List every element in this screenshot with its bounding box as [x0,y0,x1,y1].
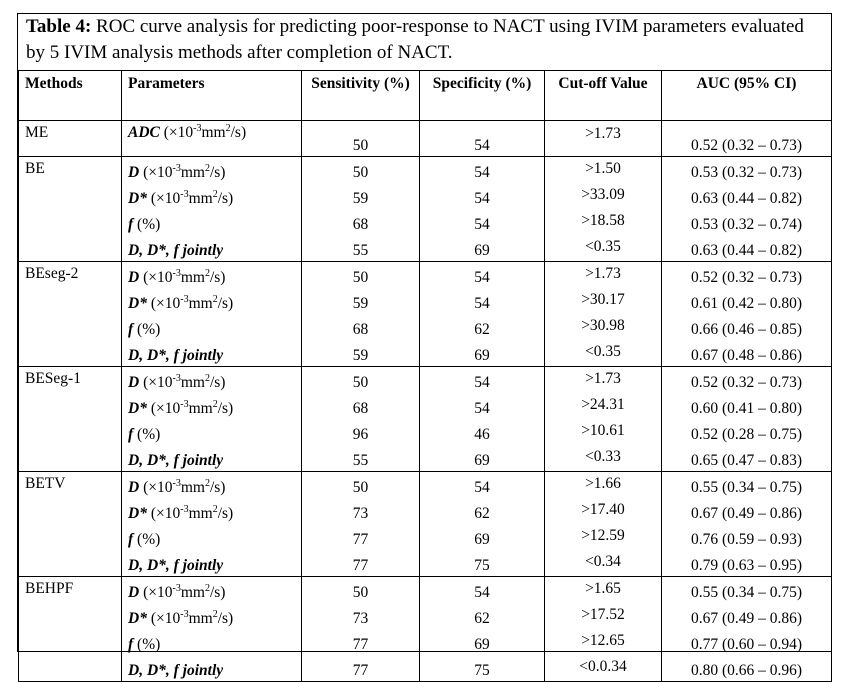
auc-cell: 0.65 (0.47 – 0.83) [662,445,832,472]
sensitivity-cell: 55 [302,235,420,262]
header-row [19,71,832,121]
header-sensitivity: Sensitivity (%) [302,71,420,121]
parameter-cell [122,472,302,499]
specificity-cell: 54 [420,577,545,604]
cutoff-cell: <0.35 [545,340,662,367]
auc-cell: 0.60 (0.41 – 0.80) [662,393,832,419]
specificity-cell: 69 [420,524,545,550]
parameter-name: f [128,531,134,548]
parameter-unit: $(\times 10^{-3}mm^2/s)$ [150,188,234,207]
parameter-name: f [128,216,134,233]
cutoff-cell: >1.73 [545,262,662,289]
parameter-name: D [128,584,140,601]
parameter-unit: (%) [137,531,161,548]
parameter-cell [122,157,302,184]
table-row [19,393,832,419]
cutoff-cell: >1.66 [545,472,662,499]
sensitivity-cell: 50 [302,367,420,394]
specificity-cell: 54 [420,393,545,419]
parameter-name: f [128,636,134,653]
sensitivity-cell: 50 [302,121,420,157]
parameter-cell [122,629,302,655]
cutoff-cell: >17.40 [545,498,662,524]
table-row [19,157,832,184]
table-frame [17,13,832,679]
parameter-name: D [128,164,140,181]
specificity-cell: 75 [420,655,545,682]
parameter-unit: (%) [137,216,161,233]
header-parameters: Parameters [122,71,302,121]
auc-cell: 0.52 (0.32 – 0.73) [662,367,832,394]
parameter-name: D* [128,505,147,522]
table-row [19,121,832,157]
header-auc: AUC (95% CI) [662,71,832,121]
specificity-cell: 75 [420,550,545,577]
auc-cell: 0.80 (0.66 – 0.96) [662,655,832,682]
table-row [19,550,832,577]
auc-cell: 0.52 (0.28 – 0.75) [662,419,832,445]
parameter-unit: $(\times 10^{-3}mm^2/s)$ [150,608,234,627]
auc-cell: 0.77 (0.60 – 0.94) [662,629,832,655]
table-row [19,603,832,629]
cutoff-cell: <0.33 [545,445,662,472]
cutoff-cell: >12.59 [545,524,662,550]
auc-cell: 0.55 (0.34 – 0.75) [662,472,832,499]
parameter-name: D* [128,190,147,207]
parameter-cell [122,445,302,472]
auc-cell: 0.52 (0.32 – 0.73) [662,262,832,289]
cutoff-cell: >33.09 [545,183,662,209]
auc-cell: 0.53 (0.32 – 0.73) [662,157,832,184]
header-specificity: Specificity (%) [420,71,545,121]
table-row [19,419,832,445]
specificity-cell: 54 [420,262,545,289]
sensitivity-cell: 55 [302,445,420,472]
auc-cell: 0.53 (0.32 – 0.74) [662,209,832,235]
cutoff-cell: <0.0.34 [545,655,662,682]
auc-cell: 0.55 (0.34 – 0.75) [662,577,832,604]
sensitivity-cell: 50 [302,157,420,184]
table-row [19,209,832,235]
auc-cell: 0.67 (0.48 – 0.86) [662,340,832,367]
cutoff-cell: >30.17 [545,288,662,314]
parameter-name: f [128,321,134,338]
parameter-cell [122,367,302,394]
sensitivity-cell: 73 [302,498,420,524]
parameter-name: ADC [128,124,160,141]
method-cell: BEseg-2 [19,262,122,367]
specificity-cell: 54 [420,157,545,184]
table-row [19,445,832,472]
table-row [19,577,832,604]
parameter-name: D, D*, f jointly [128,452,224,469]
sensitivity-cell: 77 [302,550,420,577]
sensitivity-cell: 50 [302,577,420,604]
specificity-cell: 54 [420,121,545,157]
parameter-unit: (%) [137,426,161,443]
parameter-cell [122,288,302,314]
parameter-cell [122,577,302,604]
specificity-cell: 69 [420,340,545,367]
parameter-cell [122,235,302,262]
parameter-unit: $(\times 10^{-3}mm^2/s)$ [143,267,226,286]
sensitivity-cell: 77 [302,629,420,655]
sensitivity-cell: 59 [302,183,420,209]
parameter-cell [122,550,302,577]
method-cell: ME [19,121,122,157]
cutoff-cell: >12.65 [545,629,662,655]
parameter-cell [122,340,302,367]
sensitivity-cell: 77 [302,655,420,682]
roc-table [18,70,832,682]
specificity-cell: 54 [420,183,545,209]
specificity-cell: 69 [420,235,545,262]
specificity-cell: 69 [420,629,545,655]
sensitivity-cell: 50 [302,472,420,499]
parameter-cell [122,524,302,550]
caption-label: Table 4: [26,16,92,37]
parameter-unit: $(\times 10^{-3}mm^2/s)$ [150,398,234,417]
header-methods: Methods [19,71,122,121]
parameter-cell [122,183,302,209]
auc-cell: 0.52 (0.32 – 0.73) [662,121,832,157]
specificity-cell: 62 [420,498,545,524]
method-cell: BETV [19,472,122,577]
parameter-cell [122,121,302,157]
parameter-name: D, D*, f jointly [128,242,224,259]
table-row [19,235,832,262]
specificity-cell: 62 [420,603,545,629]
sensitivity-cell: 96 [302,419,420,445]
sensitivity-cell: 68 [302,314,420,340]
table-row [19,340,832,367]
cutoff-cell: >1.50 [545,157,662,184]
table-row [19,367,832,394]
sensitivity-cell: 50 [302,262,420,289]
cutoff-cell: >17.52 [545,603,662,629]
parameter-name: D* [128,610,147,627]
auc-cell: 0.66 (0.46 – 0.85) [662,314,832,340]
table-row [19,498,832,524]
parameter-cell [122,393,302,419]
parameter-cell [122,209,302,235]
auc-cell: 0.67 (0.49 – 0.86) [662,603,832,629]
sensitivity-cell: 68 [302,393,420,419]
table-row [19,262,832,289]
parameter-cell [122,262,302,289]
specificity-cell: 54 [420,472,545,499]
sensitivity-cell: 77 [302,524,420,550]
table-row [19,524,832,550]
auc-cell: 0.61 (0.42 – 0.80) [662,288,832,314]
parameter-cell [122,419,302,445]
specificity-cell: 62 [420,314,545,340]
parameter-name: D, D*, f jointly [128,662,224,679]
method-cell: BESeg-1 [19,367,122,472]
table-row [19,655,832,682]
parameter-unit: $(\times 10^{-3}mm^2/s)$ [143,582,226,601]
table-row [19,629,832,655]
cutoff-cell: <0.35 [545,235,662,262]
parameter-cell [122,498,302,524]
parameter-unit: (%) [137,636,161,653]
auc-cell: 0.63 (0.44 – 0.82) [662,235,832,262]
parameter-cell [122,655,302,682]
caption-text: ROC curve analysis for predicting poor-response to NACT using IVIM parameters evaluated by 5 IVIM analysis methods after completion of NACT. [26,16,804,63]
parameter-unit: $(\times 10^{-3}mm^2/s)$ [150,293,234,312]
parameter-name: D [128,374,140,391]
method-cell: BEHPF [19,577,122,682]
specificity-cell: 46 [420,419,545,445]
parameter-unit: (%) [137,321,161,338]
parameter-cell [122,314,302,340]
parameter-unit: $(\times 10^{-3}mm^2/s)$ [143,162,226,181]
sensitivity-cell: 73 [302,603,420,629]
parameter-name: f [128,426,134,443]
specificity-cell: 54 [420,209,545,235]
header-cutoff: Cut-off Value [545,71,662,121]
sensitivity-cell: 59 [302,340,420,367]
specificity-cell: 69 [420,445,545,472]
parameter-name: D [128,269,140,286]
sensitivity-cell: 68 [302,209,420,235]
cutoff-cell: >30.98 [545,314,662,340]
specificity-cell: 54 [420,288,545,314]
parameter-unit: $(\times 10^{-3}mm^2/s)$ [143,477,226,496]
cutoff-cell: >1.65 [545,577,662,604]
table-row [19,183,832,209]
auc-cell: 0.63 (0.44 – 0.82) [662,183,832,209]
auc-cell: 0.67 (0.49 – 0.86) [662,498,832,524]
auc-cell: 0.79 (0.63 – 0.95) [662,550,832,577]
parameter-name: D* [128,400,147,417]
cutoff-cell: >1.73 [545,121,662,157]
parameter-name: D [128,479,140,496]
table-row [19,314,832,340]
method-cell: BE [19,157,122,262]
table-row [19,472,832,499]
parameter-name: D* [128,295,147,312]
cutoff-cell: <0.34 [545,550,662,577]
parameter-unit: $(\times 10^{-3}mm^2/s)$ [150,503,234,522]
parameter-unit: $(\times 10^{-3}mm^2/s)$ [163,122,247,141]
sensitivity-cell: 59 [302,288,420,314]
parameter-name: D, D*, f jointly [128,347,224,364]
parameter-unit: $(\times 10^{-3}mm^2/s)$ [143,372,226,391]
table-row [19,288,832,314]
table-caption [26,14,826,66]
specificity-cell: 54 [420,367,545,394]
parameter-name: D, D*, f jointly [128,557,224,574]
table-body [19,121,832,682]
auc-cell: 0.76 (0.59 – 0.93) [662,524,832,550]
cutoff-cell: >24.31 [545,393,662,419]
cutoff-cell: >10.61 [545,419,662,445]
cutoff-cell: >1.73 [545,367,662,394]
cutoff-cell: >18.58 [545,209,662,235]
parameter-cell [122,603,302,629]
